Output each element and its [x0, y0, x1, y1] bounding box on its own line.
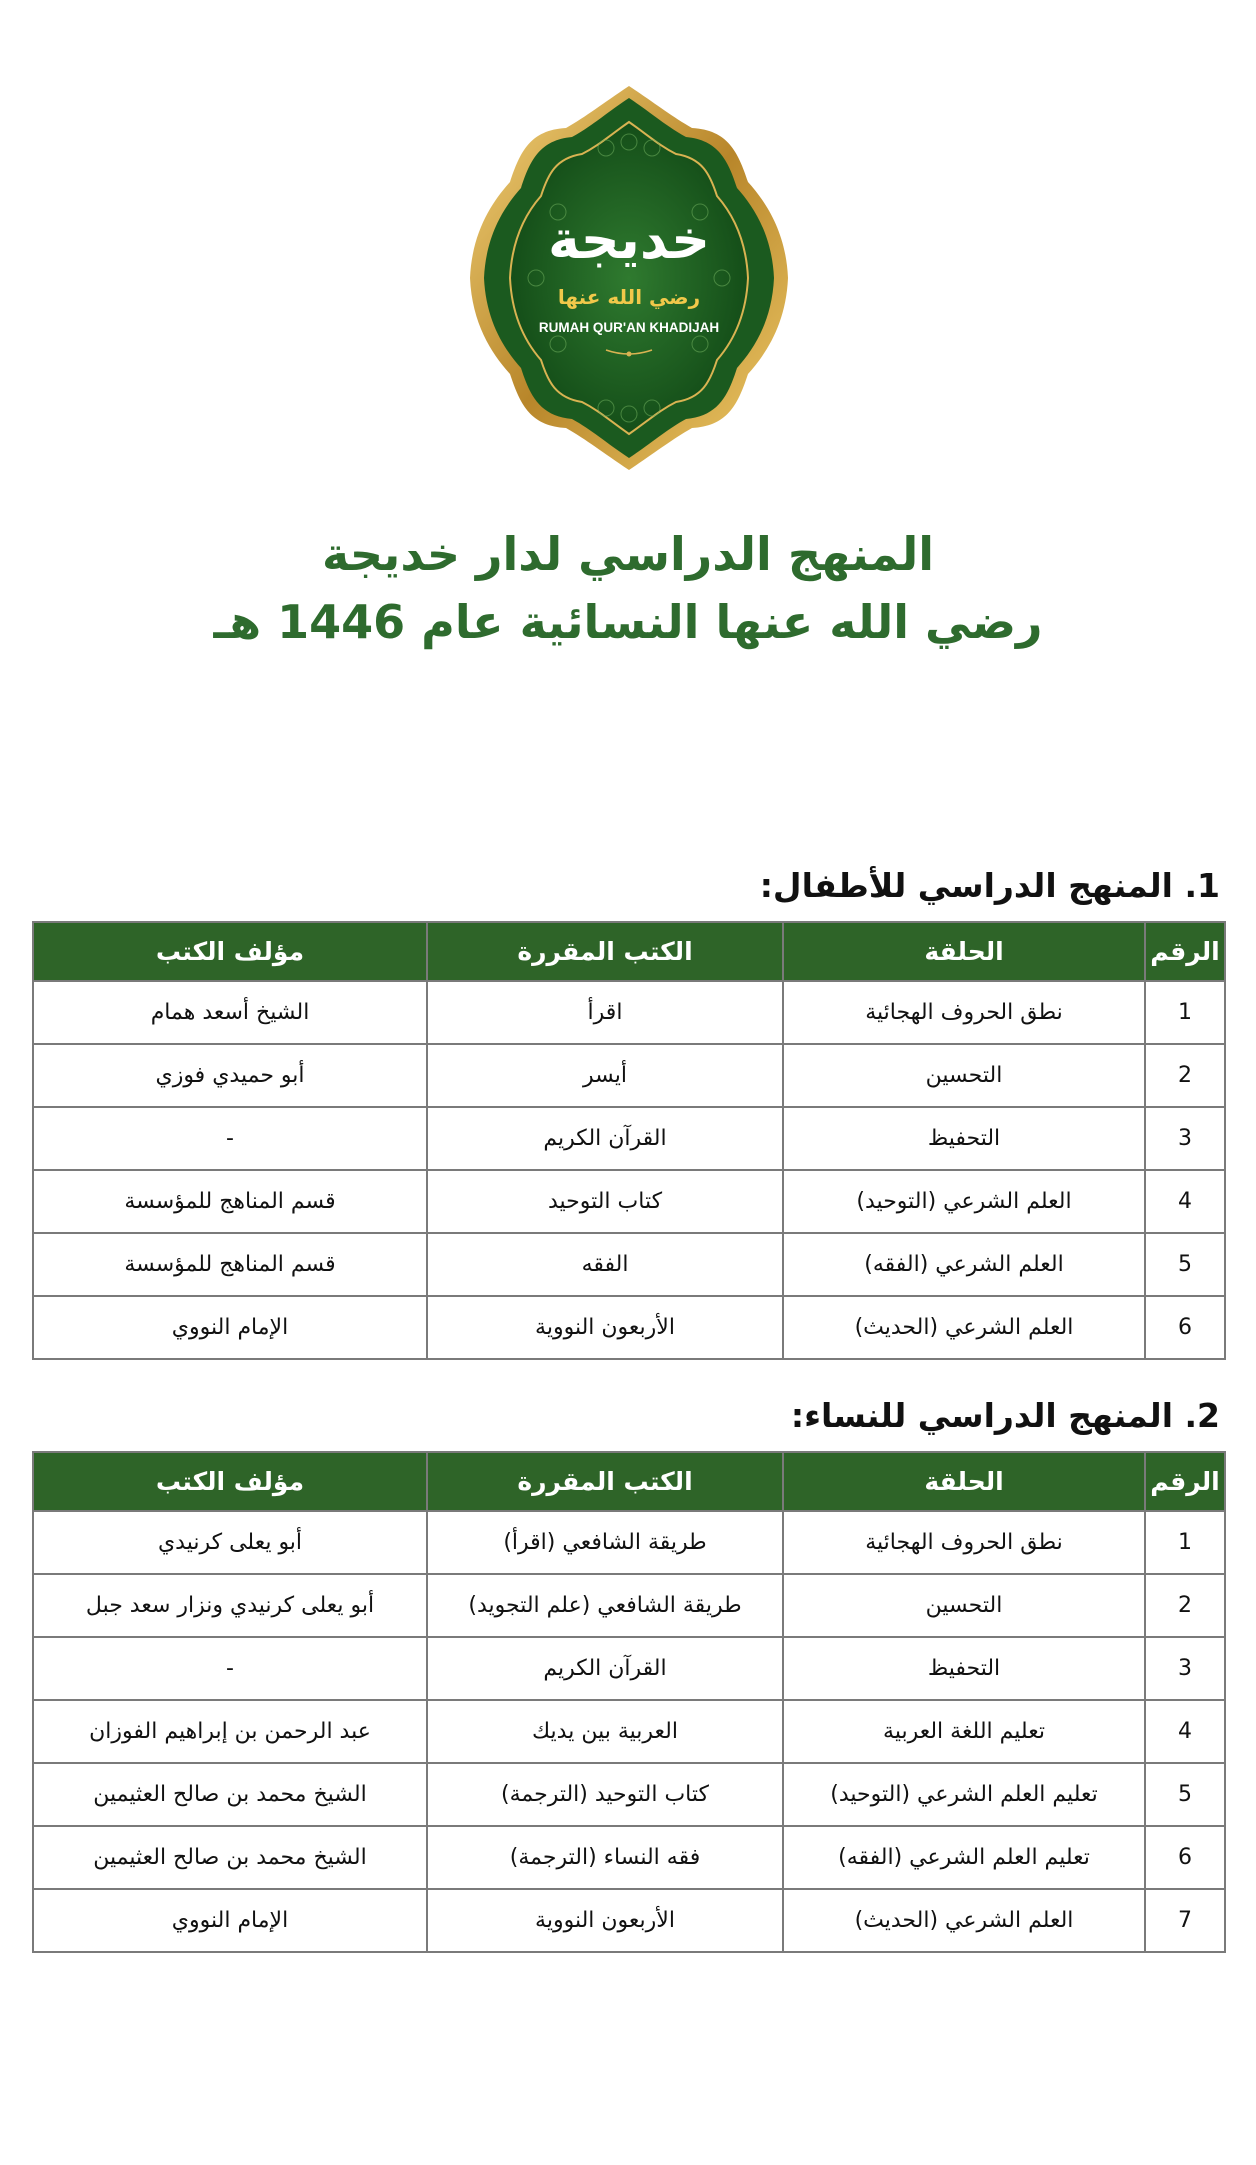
table-row — [33, 1044, 1225, 1107]
cell-halqa: العلم الشرعي (الحديث) — [783, 1296, 1145, 1359]
cell-number: 1 — [1145, 1511, 1225, 1574]
table-header-row — [33, 1452, 1225, 1511]
cell-books: كتاب التوحيد — [427, 1170, 783, 1233]
section-heading-children: 1. المنهج الدراسي للأطفال: — [759, 866, 1220, 905]
table-row — [33, 1637, 1225, 1700]
children-curriculum-table — [32, 921, 1226, 1360]
cell-author: عبد الرحمن بن إبراهيم الفوزان — [33, 1700, 427, 1763]
column-header-number: الرقم — [1145, 1452, 1225, 1511]
cell-author: أبو يعلى كرنيدي — [33, 1511, 427, 1574]
cell-number: 6 — [1145, 1296, 1225, 1359]
column-header-halqa: الحلقة — [783, 1452, 1145, 1511]
table-header-row — [33, 922, 1225, 981]
cell-number: 2 — [1145, 1044, 1225, 1107]
cell-number: 3 — [1145, 1637, 1225, 1700]
cell-books: طريقة الشافعي (اقرأ) — [427, 1511, 783, 1574]
cell-halqa: تعليم العلم الشرعي (التوحيد) — [783, 1763, 1145, 1826]
column-header-author: مؤلف الكتب — [33, 922, 427, 981]
cell-number: 4 — [1145, 1170, 1225, 1233]
table-row — [33, 1107, 1225, 1170]
table-row — [33, 981, 1225, 1044]
table-row — [33, 1574, 1225, 1637]
table-row — [33, 1296, 1225, 1359]
column-header-halqa: الحلقة — [783, 922, 1145, 981]
table-row — [33, 1826, 1225, 1889]
cell-halqa: التحفيظ — [783, 1637, 1145, 1700]
column-header-author: مؤلف الكتب — [33, 1452, 427, 1511]
cell-author: - — [33, 1107, 427, 1170]
cell-number: 6 — [1145, 1826, 1225, 1889]
logo-brand: RUMAH QUR'AN KHADIJAH — [538, 320, 720, 335]
cell-number: 5 — [1145, 1763, 1225, 1826]
cell-halqa: التحسين — [783, 1574, 1145, 1637]
cell-halqa: التحسين — [783, 1044, 1145, 1107]
cell-books: فقه النساء (الترجمة) — [427, 1826, 783, 1889]
cell-halqa: نطق الحروف الهجائية — [783, 981, 1145, 1044]
cell-author: أبو يعلى كرنيدي ونزار سعد جبل — [33, 1574, 427, 1637]
logo-name: خديجة — [547, 208, 711, 271]
cell-halqa: العلم الشرعي (الفقه) — [783, 1233, 1145, 1296]
cell-author: الشيخ محمد بن صالح العثيمين — [33, 1763, 427, 1826]
cell-author: قسم المناهج للمؤسسة — [33, 1233, 427, 1296]
column-header-number: الرقم — [1145, 922, 1225, 981]
column-header-books: الكتب المقررة — [427, 922, 783, 981]
cell-number: 5 — [1145, 1233, 1225, 1296]
table-row — [33, 1889, 1225, 1952]
table-row — [33, 1700, 1225, 1763]
logo-emblem — [466, 82, 792, 474]
cell-books: اقرأ — [427, 981, 783, 1044]
cell-halqa: نطق الحروف الهجائية — [783, 1511, 1145, 1574]
cell-books: الأربعون النووية — [427, 1889, 783, 1952]
cell-author: الإمام النووي — [33, 1889, 427, 1952]
cell-number: 4 — [1145, 1700, 1225, 1763]
column-header-books: الكتب المقررة — [427, 1452, 783, 1511]
page-title-line-2: رضي الله عنها النسائية عام 1446 هـ — [213, 595, 1043, 649]
cell-author: قسم المناهج للمؤسسة — [33, 1170, 427, 1233]
cell-books: الأربعون النووية — [427, 1296, 783, 1359]
cell-number: 1 — [1145, 981, 1225, 1044]
cell-author: أبو حميدي فوزي — [33, 1044, 427, 1107]
cell-books: أيسر — [427, 1044, 783, 1107]
cell-halqa: التحفيظ — [783, 1107, 1145, 1170]
cell-books: العربية بين يديك — [427, 1700, 783, 1763]
section-heading-women: 2. المنهج الدراسي للنساء: — [790, 1396, 1220, 1435]
cell-halqa: تعليم اللغة العربية — [783, 1700, 1145, 1763]
cell-books: طريقة الشافعي (علم التجويد) — [427, 1574, 783, 1637]
table-row — [33, 1170, 1225, 1233]
table-row — [33, 1511, 1225, 1574]
table-row — [33, 1233, 1225, 1296]
cell-author: - — [33, 1637, 427, 1700]
cell-halqa: تعليم العلم الشرعي (الفقه) — [783, 1826, 1145, 1889]
cell-author: الشيخ أسعد همام — [33, 981, 427, 1044]
table-row — [33, 1763, 1225, 1826]
cell-books: القرآن الكريم — [427, 1107, 783, 1170]
cell-number: 3 — [1145, 1107, 1225, 1170]
cell-books: الفقه — [427, 1233, 783, 1296]
cell-books: القرآن الكريم — [427, 1637, 783, 1700]
logo-honorific: رضي الله عنها — [557, 285, 701, 309]
cell-author: الإمام النووي — [33, 1296, 427, 1359]
cell-halqa: العلم الشرعي (الحديث) — [783, 1889, 1145, 1952]
cell-books: كتاب التوحيد (الترجمة) — [427, 1763, 783, 1826]
cell-halqa: العلم الشرعي (التوحيد) — [783, 1170, 1145, 1233]
cell-author: الشيخ محمد بن صالح العثيمين — [33, 1826, 427, 1889]
women-curriculum-table — [32, 1451, 1226, 1953]
cell-number: 7 — [1145, 1889, 1225, 1952]
page-title-line-1: المنهج الدراسي لدار خديجة — [322, 527, 934, 581]
cell-number: 2 — [1145, 1574, 1225, 1637]
